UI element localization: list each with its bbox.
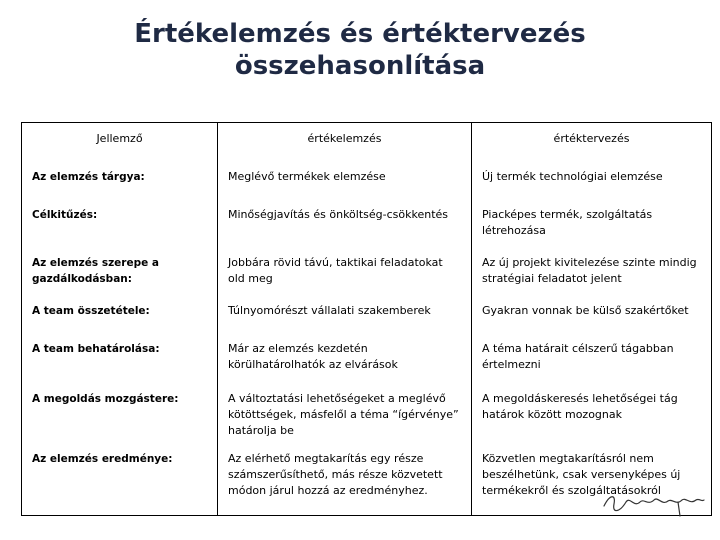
row-label: A team összetétele: xyxy=(22,297,218,335)
table-header-row xyxy=(22,123,712,164)
header-value-engineering: értéktervezés xyxy=(472,123,712,164)
row-label: Célkitűzés: xyxy=(22,201,218,249)
value-engineering-cell: A téma határait célszerű tágabban értelmezni xyxy=(472,335,712,385)
table-row xyxy=(22,297,712,335)
page-title xyxy=(0,18,720,82)
row-label: Az elemzés szerepe a gazdálkodásban: xyxy=(22,249,218,297)
value-analysis-cell: Az elérhető megtakarítás egy része számszerűsíthető, más része közvetett módon járul hozzá az eredményhez. xyxy=(218,445,472,516)
value-engineering-cell: A megoldáskeresés lehetőségei tág határok között mozognak xyxy=(472,385,712,445)
value-analysis-cell: Meglévő termékek elemzése xyxy=(218,163,472,201)
value-analysis-cell: Már az elemzés kezdetén körülhatárolhatók az elvárások xyxy=(218,335,472,385)
value-analysis-cell: Túlnyomórészt vállalati szakemberek xyxy=(218,297,472,335)
comparison-table xyxy=(21,122,712,516)
value-engineering-cell: Piacképes termék, szolgáltatás létrehozása xyxy=(472,201,712,249)
table-row xyxy=(22,163,712,201)
value-engineering-cell: Új termék technológiai elemzése xyxy=(472,163,712,201)
signature-icon xyxy=(600,488,708,518)
header-characteristic: Jellemző xyxy=(22,123,218,164)
value-analysis-cell: A változtatási lehetőségeket a meglévő kötöttségek, másfelől a téma “ígérvénye” határolja be xyxy=(218,385,472,445)
table-row xyxy=(22,201,712,249)
row-label: A megoldás mozgástere: xyxy=(22,385,218,445)
title-line-1: Értékelemzés és értéktervezés xyxy=(134,19,586,49)
row-label: Az elemzés eredménye: xyxy=(22,445,218,516)
table-row xyxy=(22,385,712,445)
table-row xyxy=(22,335,712,385)
value-analysis-cell: Jobbára rövid távú, taktikai feladatokat old meg xyxy=(218,249,472,297)
value-engineering-cell: Közvetlen megtakarításról nem beszélhetünk, csak versenyképes új termékekről és szolgáltatásokról xyxy=(472,445,712,516)
row-label: A team behatárolása: xyxy=(22,335,218,385)
table-row xyxy=(22,249,712,297)
header-value-analysis: értékelemzés xyxy=(218,123,472,164)
row-label: Az elemzés tárgya: xyxy=(22,163,218,201)
value-engineering-cell: Gyakran vonnak be külső szakértőket xyxy=(472,297,712,335)
value-analysis-cell: Minőségjavítás és önköltség-csökkentés xyxy=(218,201,472,249)
title-line-2: összehasonlítása xyxy=(234,51,486,81)
value-engineering-cell: Az új projekt kivitelezése szinte mindig stratégiai feladatot jelent xyxy=(472,249,712,297)
